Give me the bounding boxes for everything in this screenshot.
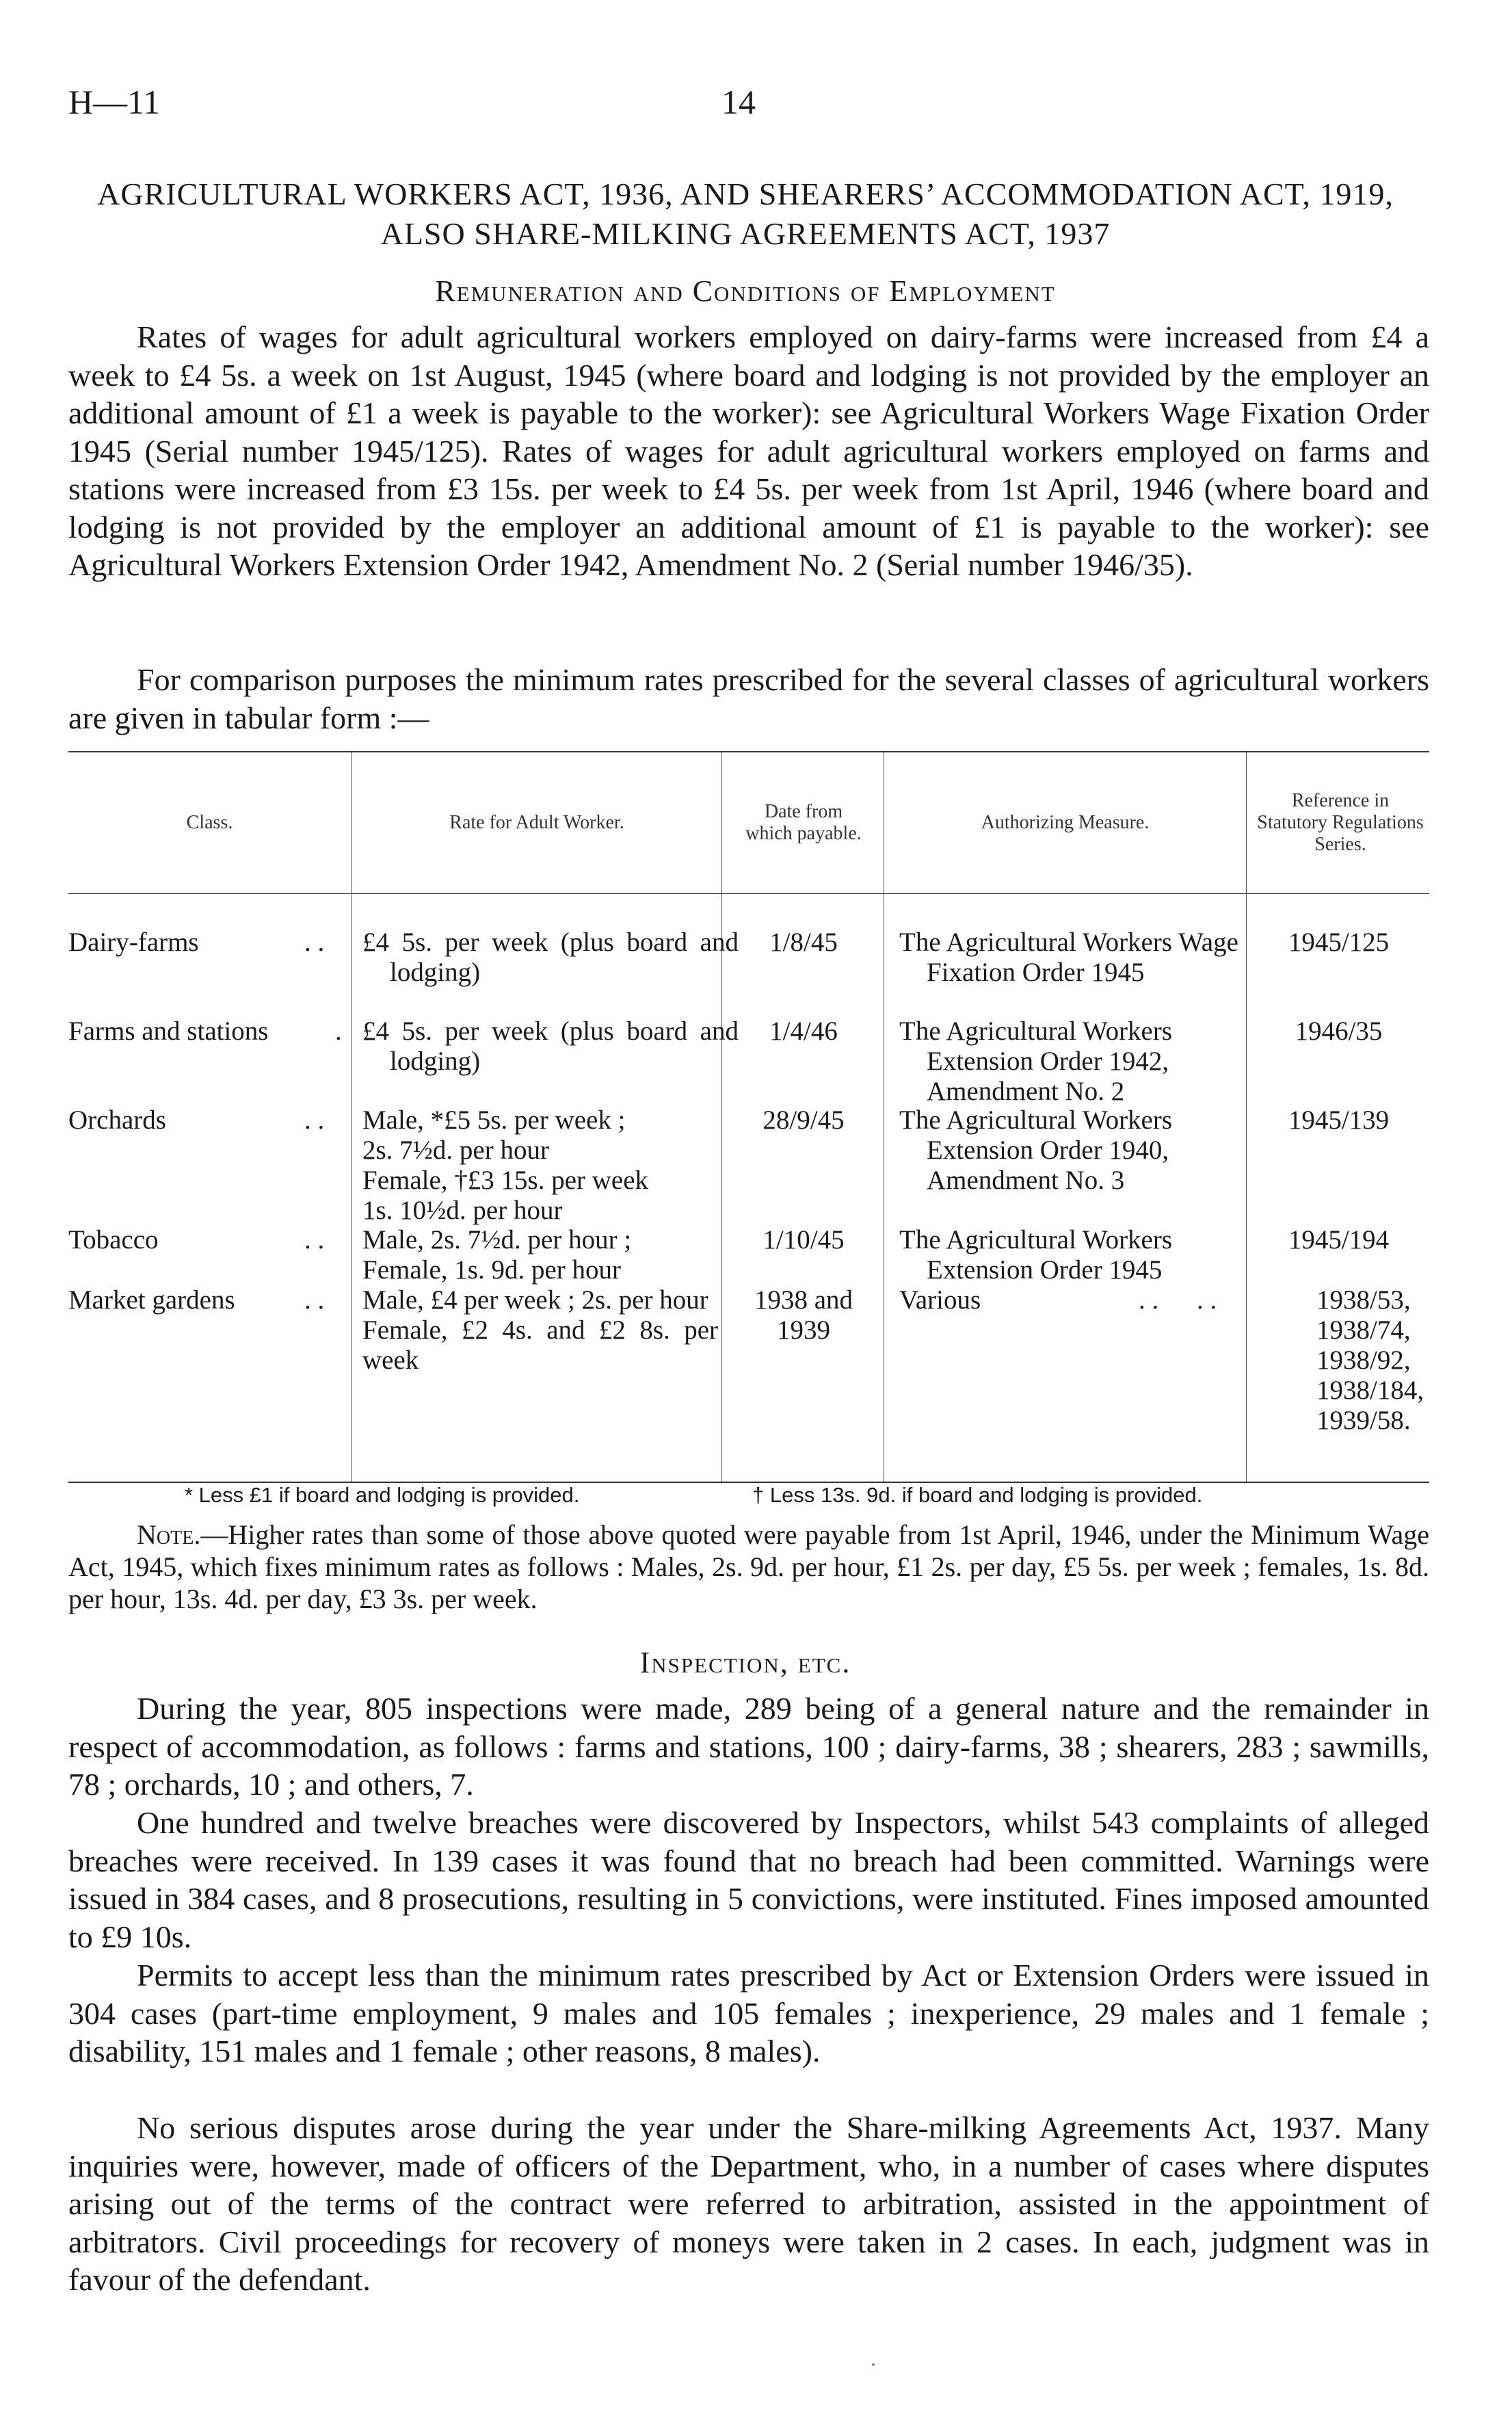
leader-dots: . . [304,1105,325,1135]
table-row-market-reference: 1938/53, 1938/74, 1938/92, 1938/184, 1939/58. [1316,1285,1424,1435]
table-row-market-class: Market gardens [68,1285,235,1315]
section-heading-remuneration: Remuneration and Conditions of Employment [435,274,1056,308]
table-row-dairy-date: 1/8/45 [769,928,838,957]
table-row-farms-reference: 1946/35 [1295,1016,1383,1046]
table-row-dairy-reference: 1945/125 [1288,928,1390,957]
leader-dots: . [335,1016,342,1046]
column-header-measure: Authorizing Measure. [981,812,1150,833]
table-row-market-rate: Male, £4 per week ; 2s. per hour Female, £2 4s. and £2 8s. per week [362,1285,718,1375]
wage-rates-table [68,751,1429,1486]
leader-dots: . . [1197,1285,1217,1315]
column-header-class: Class. [186,812,233,833]
paragraph-wage-rates: Rates of wages for adult agricultural workers employed on dairy-farms were increased from £4 a week to £4 5s. a week on 1st August, 1945 (where board and lodging is not provided by the employer an additional amount of £1 a week is payable to the worker): see Agricultural Workers Wage Fixation Order 1945 (Serial number 1945/125). Rates of wages for adult agricultural workers employed on farms and stations were increased from £3 15s. per week to £4 5s. per week from 1st April, 1946 (where board and lodging is not provided by the employer an additional amount of £1 is payable to the worker): see Agricultural Workers Extension Order 1942, Amendment No. 2 (Serial number 1946/35). [68,319,1429,582]
note-label: Note. [137,1519,201,1550]
table-row-market-date: 1938 and 1939 [754,1285,853,1345]
report-title: AGRICULTURAL WORKERS ACT, 1936, AND SHEARERS’ ACCOMMODATION ACT, 1919, ALSO SHARE-MILKING AGREEMENTS ACT, 1937 [97,176,1394,251]
page-number: 14 [721,83,756,121]
table-row-dairy-rate: £4 5s. per week (plus board and lodging) [362,928,739,987]
column-divider [721,751,722,1482]
table-row-tobacco-rate: Male, 2s. 7½d. per hour ; Female, 1s. 9d. per hour [362,1225,632,1285]
table-row-tobacco-measure: The Agricultural Workers Extension Order 1945 [899,1225,1173,1285]
table-row-farms-measure: The Agricultural Workers Extension Order 1942, Amendment No. 2 [899,1016,1173,1106]
table-row-tobacco-date: 1/10/45 [762,1225,845,1254]
table-row-tobacco-reference: 1945/194 [1288,1225,1390,1254]
paragraph-comparison: For comparison purposes the minimum rates prescribed for the several classes of agricultural workers are given in tabular form :— [68,662,1429,735]
table-header-rule [68,893,1429,894]
note-text: —Higher rates than some of those above quoted were payable from 1st April, 1946, under the Minimum Wage Act, 1945, which fixes minimum rates as follows : Males, 2s. 9d. per hour, £1 2s. per day, £5 5s. per week ; females, 1s. 8d. per hour, 13s. 4d. per day, £3 3s. per week. [68,1519,1429,1614]
column-header-reference: Reference in Statutory Regulations Series. [1257,790,1424,855]
column-header-date: Date from which payable. [745,801,862,844]
table-top-rule [68,751,1429,752]
leader-dots: . . [304,928,325,957]
table-row-orchards-class: Orchards [68,1105,166,1135]
table-row-farms-date: 1/4/46 [769,1016,838,1046]
table-row-orchards-reference: 1945/139 [1288,1105,1390,1135]
table-row-farms-class: Farms and stations [68,1016,269,1046]
table-row-farms-rate: £4 5s. per week (plus board and lodging) [362,1016,739,1076]
column-header-rate: Rate for Adult Worker. [449,812,624,833]
leader-dots: . . [304,1285,325,1315]
paragraph-share-milking: No serious disputes arose during the year under the Share-milking Agreements Act, 1937. Many inquiries were, however, made of officers of the Department, who, in a number of cases where disputes arising out of the terms of the contract were referred to arbitration, assisted in the appointment of arbitrators. Civil proceedings for recovery of moneys were taken in 2 cases. In each, judgment was in favour of the defendant. [68,2110,1429,2297]
page-header [68,82,1436,123]
series-number: H—11 [68,83,161,121]
table-row-dairy-measure: The Agricultural Workers Wage Fixation Order 1945 [899,928,1238,987]
table-row-market-measure: Various [899,1285,981,1315]
table-row-orchards-measure: The Agricultural Workers Extension Order 1940, Amendment No. 3 [899,1105,1173,1195]
paragraph-permits: Permits to accept less than the minimum rates prescribed by Act or Extension Orders were issued in 304 cases (part-time employment, 9 males and 105 females ; inexperience, 29 males and 1 female ; disability, 151 males and 1 female ; other reasons, 8 males). [68,1958,1429,2068]
table-row-tobacco-class: Tobacco [68,1225,159,1254]
leader-dots: . . [304,1225,325,1254]
footnote-dagger: † Less 13s. 9d. if board and lodging is provided. [752,1483,1203,1507]
table-row-orchards-rate: Male, *£5 5s. per week ; 2s. 7½d. per hour Female, †£3 15s. per week 1s. 10½d. per hour [362,1105,649,1225]
paragraph-breaches: One hundred and twelve breaches were discovered by Inspectors, whilst 543 complaints of alleged breaches were received. In 139 cases it was found that no breach had been committed. Warnings were issued in 384 cases, and 8 prosecutions, resulting in 5 convictions, were instituted. Fines imposed amounted to £9 10s. [68,1805,1429,1954]
footnote-asterisk: * Less £1 if board and lodging is provided. [185,1483,580,1507]
table-row-orchards-date: 28/9/45 [762,1105,845,1135]
table-row-dairy-class: Dairy-farms [68,928,199,957]
page-speck [872,2363,875,2366]
paragraph-inspections: During the year, 805 inspections were made, 289 being of a general nature and the remainder in respect of accommodation, as follows : farms and stations, 100 ; dairy-farms, 38 ; shearers, 283 ; sawmills, 78 ; orchards, 10 ; and others, 7. [68,1691,1429,1802]
leader-dots: . . [1139,1285,1159,1315]
section-heading-inspection: Inspection, etc. [639,1646,851,1679]
column-divider [351,751,352,1482]
note-paragraph [68,1519,1429,1615]
